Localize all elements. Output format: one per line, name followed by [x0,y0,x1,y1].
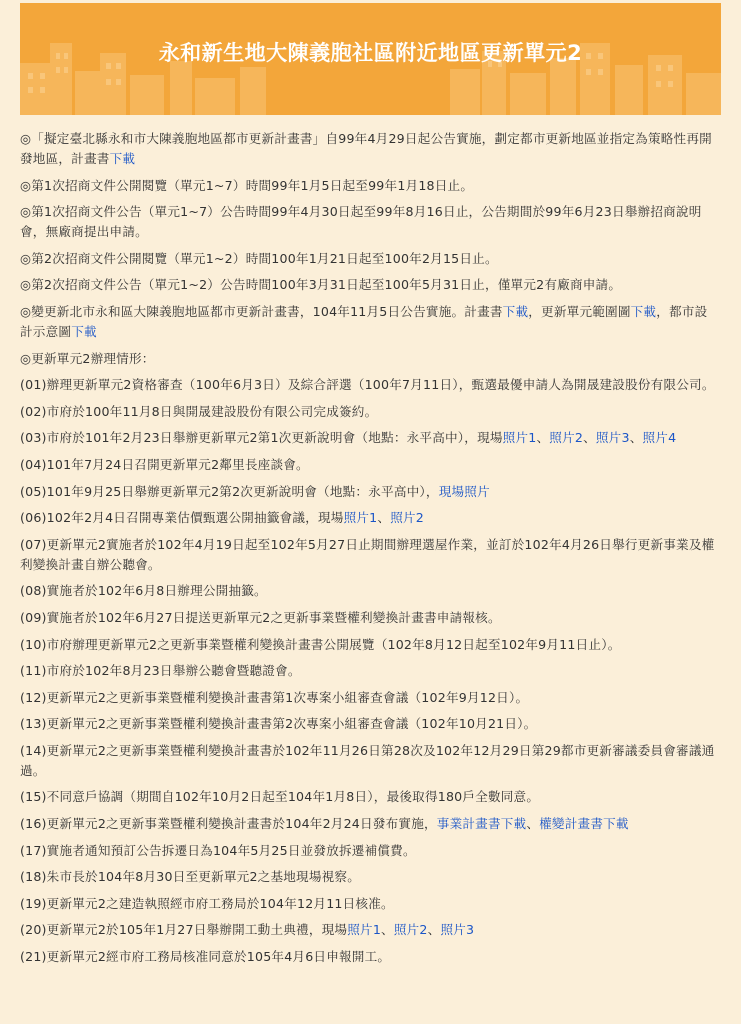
item-text: (07)更新單元2實施者於102年4月19日起至102年5月27日止期間辦理選屋作業，並訂於102年4月26日舉行更新事業及權利變換計畫自辦公聽會。 [20,536,715,572]
announcement-item [20,714,718,734]
item-text: (18)朱市長於104年8月30日至更新單元2之基地現場視察。 [20,869,361,885]
download-link[interactable]: 照片2 [390,510,425,526]
item-text: ◎第1次招商文件公開閱覽（單元1~7）時間99年1月5日起至99年1月18日止。 [20,177,474,193]
announcement-item [20,349,718,369]
page-banner [20,3,721,115]
announcement-item [20,482,718,502]
announcement-list [20,129,718,974]
item-text: (20)更新單元2於105年1月27日舉辦開工動土典禮，現場 [20,922,348,938]
item-text: 、 [381,922,394,938]
download-link[interactable]: 照片3 [595,430,630,446]
announcement-item [20,867,718,887]
download-link[interactable]: 下載 [71,323,97,339]
announcement-item [20,455,718,475]
item-text: 、 [536,430,550,446]
announcement-item [20,741,718,781]
announcement-item [20,202,718,242]
announcement-item [20,129,718,169]
announcement-item [20,608,718,628]
page-title: 永和新生地大陳義胞社區附近地區更新單元2 [158,41,583,65]
announcement-item [20,302,718,342]
download-link[interactable]: 照片3 [440,922,475,938]
item-text: 、 [377,510,391,526]
item-text: (17)實施者通知預訂公告拆遷日為104年5月25日並發放拆遷補償費。 [20,842,416,858]
item-text: (03)市府於101年2月23日舉辦更新單元2第1次更新說明會（地點：永平高中），現場 [20,430,503,446]
item-text: ◎變更新北市永和區大陳義胞地區都市更新計畫書，104年11月5日公告實施。計畫書 [20,303,503,319]
announcement-item [20,920,718,940]
item-text: ◎第2次招商文件公告（單元1~2）公告時間100年3月31日起至100年5月31日止，僅單元2有廠商申請。 [20,277,622,293]
announcement-item [20,535,718,575]
announcement-item [20,508,718,528]
download-link[interactable]: 下載 [502,303,529,319]
item-text: (06)102年2月4日召開專業估價甄選公開抽籤會議，現場 [20,510,344,526]
item-text: (16)更新單元2之更新事業暨權利變換計畫書於104年2月24日發布實施， [20,816,437,832]
announcement-item [20,635,718,655]
download-link[interactable]: 照片1 [502,430,537,446]
item-text: ◎「擬定臺北縣永和市大陳義胞地區都市更新計畫書」自99年4月29日起公告實施，劃定都市更新地區並指定為策略性再開發地區，計畫書 [20,131,712,166]
item-text: (05)101年9月25日舉辦更新單元2第2次更新說明會（地點：永平高中）， [20,483,439,499]
download-link[interactable]: 照片1 [343,510,378,526]
announcement-item [20,661,718,681]
item-text: ，更新單元範圍圖 [528,303,631,319]
announcement-item [20,176,718,196]
item-text: (13)更新單元2之更新事業暨權利變換計畫書第2次專案小組審查會議（102年10月21日）。 [20,716,537,732]
item-text: ◎更新單元2辦理情形： [20,350,155,366]
download-link[interactable]: 下載 [630,303,657,319]
download-link[interactable]: 事業計畫書下載 [436,816,527,832]
item-text: (04)101年7月24日召開更新單元2鄰里長座談會。 [20,456,309,472]
announcement-item [20,402,718,422]
announcement-item [20,688,718,708]
item-text: ，都市設計示意圖 [20,303,708,339]
download-link[interactable]: 下載 [109,151,136,166]
announcement-item [20,275,718,295]
item-text: 、 [526,816,540,832]
item-text: 、 [629,430,643,446]
item-text: ◎第1次招商文件公告（單元1~7）公告時間99年4月30日起至99年8月16日止，公告期間於99年6月23日舉辦招商說明會，無廠商提出申請。 [20,204,702,240]
item-text: (01)辦理更新單元2資格審查（100年6月3日）及綜合評選（100年7月11日），甄選最優申請人為開晟建設股份有限公司。 [20,377,715,393]
item-text: (09)實施者於102年6月27日提送更新單元2之更新事業暨權利變換計畫書申請報核。 [20,609,501,625]
item-text: 、 [427,922,441,938]
download-link[interactable]: 照片2 [549,430,584,446]
item-text: (02)市府於100年11月8日與開晟建設股份有限公司完成簽約。 [20,403,378,419]
item-text: 、 [583,430,596,446]
item-text: ◎第2次招商文件公開閱覽（單元1~2）時間100年1月21日起至100年2月15日止。 [20,250,498,266]
download-link[interactable]: 照片2 [393,922,428,938]
announcement-item [20,814,718,834]
download-link[interactable]: 照片1 [347,922,382,938]
announcement-item [20,947,718,967]
item-text: (14)更新單元2之更新事業暨權利變換計畫書於102年11月26日第28次及102年12月29日第29都市更新審議委員會審議通過。 [20,742,715,778]
download-link[interactable]: 權變計畫書下載 [539,816,629,832]
item-text: (10)市府辦理更新單元2之更新事業暨權利變換計畫書公開展覽（102年8月12日起至102年9月11日止）。 [20,636,621,652]
item-text: (19)更新單元2之建造執照經市府工務局於104年12月11日核准。 [20,895,394,911]
announcement-item [20,375,718,395]
download-link[interactable]: 現場照片 [438,483,490,499]
item-text: (21)更新單元2經市府工務局核准同意於105年4月6日申報開工。 [20,949,391,965]
download-link[interactable]: 照片4 [642,430,677,446]
announcement-item [20,787,718,807]
item-text: (11)市府於102年8月23日舉辦公聽會暨聽證會。 [20,663,301,679]
item-text: (08)實施者於102年6月8日辦理公開抽籤。 [20,583,267,599]
announcement-item [20,841,718,861]
item-text: (15)不同意戶協調（期間自102年10月2日起至104年1月8日），最後取得180戶全數同意。 [20,789,540,805]
announcement-item [20,249,718,269]
announcement-item [20,428,718,448]
item-text: (12)更新單元2之更新事業暨權利變換計畫書第1次專案小組審查會議（102年9月12日）。 [20,689,529,705]
announcement-item [20,581,718,601]
announcement-item [20,894,718,914]
